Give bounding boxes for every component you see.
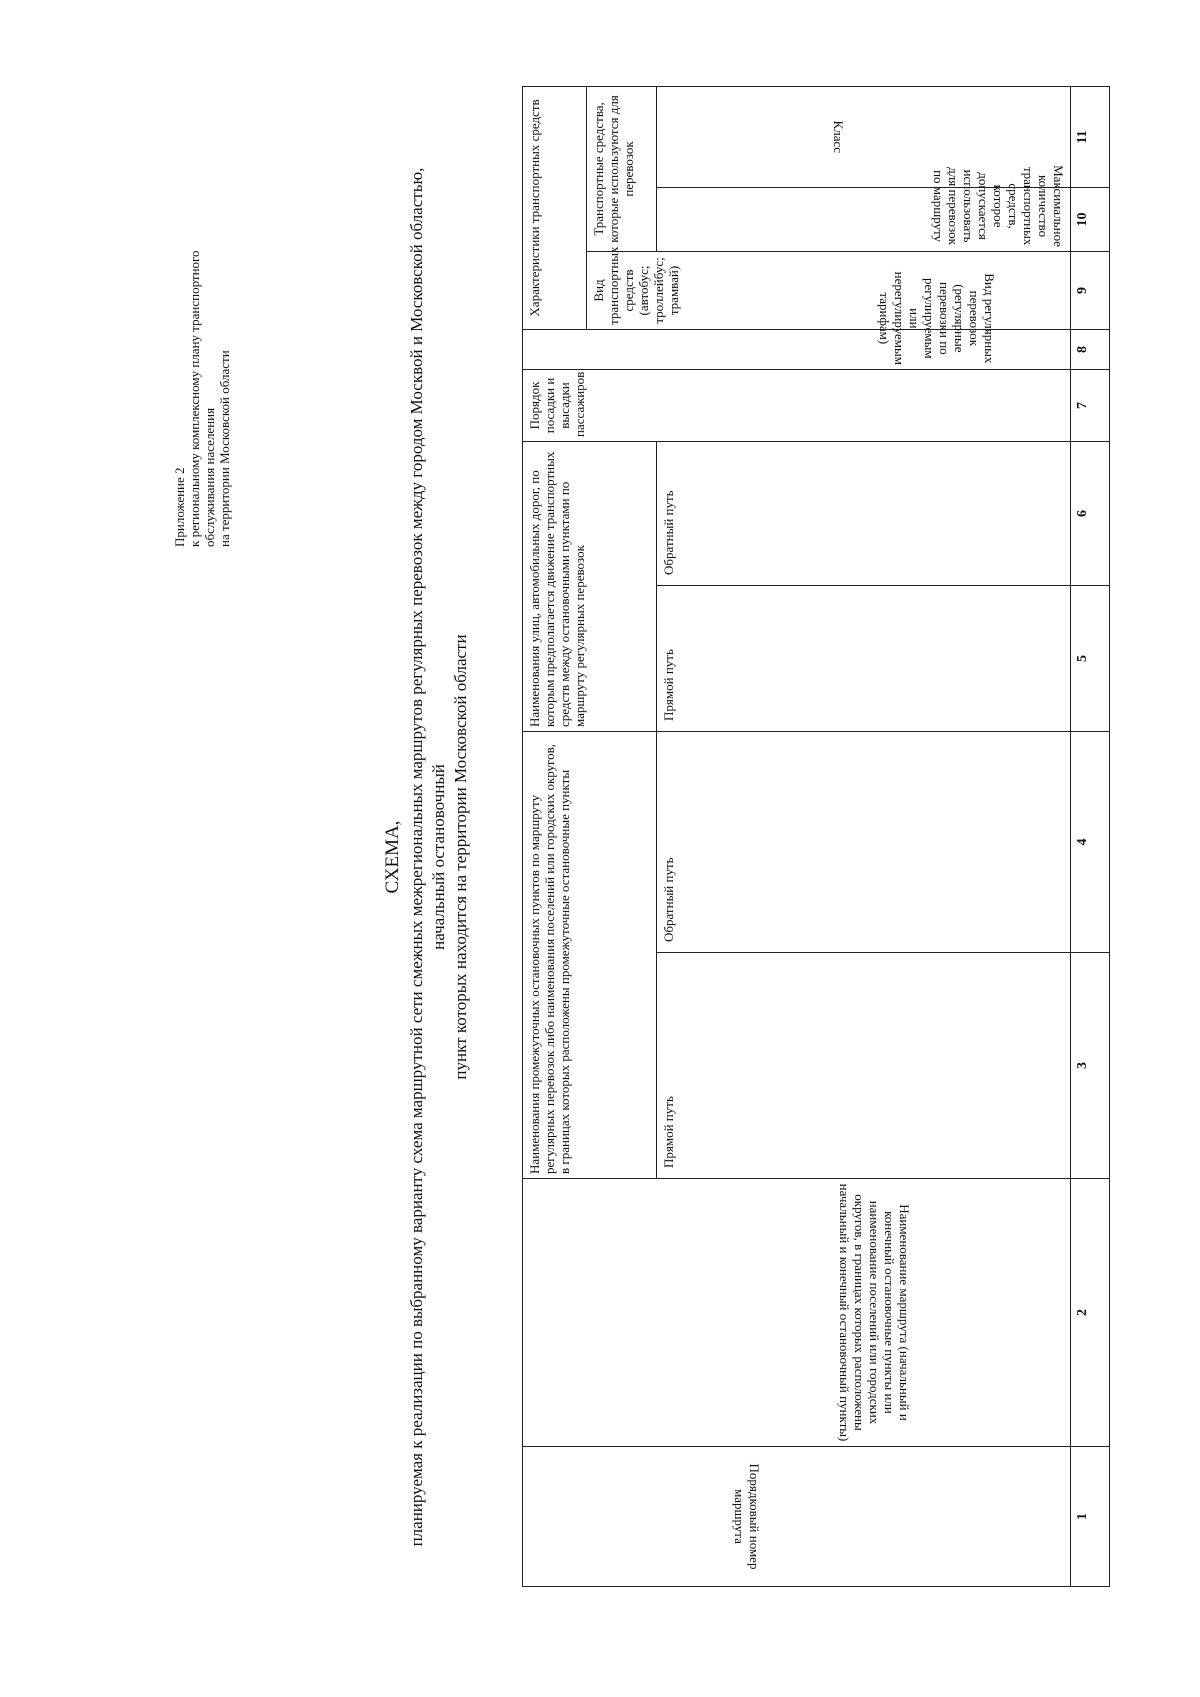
header-route-number (523, 1447, 1071, 1587)
header-text: Наименования улиц, автомобильных дорог, по которым предполагается движение транспортных средств между остановочными пунктами по маршруту регулярных перевозок (527, 451, 587, 727)
header-boarding-order (523, 369, 1071, 441)
header-text: Прямой путь (661, 649, 676, 721)
header-route-name (523, 1179, 1071, 1447)
title-heading: СХЕМА, (382, 820, 403, 894)
title-line: пункт которых находится на территории Московской области (451, 634, 470, 1080)
header-vehicle-type (587, 246, 1071, 329)
column-number: 4 (1071, 731, 1110, 952)
document-title (382, 157, 472, 1557)
header-text: Класс (831, 120, 846, 154)
column-numbers-row (1071, 86, 1110, 1586)
header-backward-stops (657, 731, 1071, 952)
header-text: Порядок посадки и высадки пассажиров (527, 371, 587, 437)
appendix-line: Приложение 2 (172, 467, 187, 547)
header-streets (523, 441, 657, 731)
column-number: 9 (1071, 251, 1110, 329)
title-line: планируемая к реализации по выбранному варианту схема маршрутной сети смежных межрегиональных маршрутов регулярных перевозок между городом Москвой и Московской областью, начальный остановочный (407, 167, 448, 1547)
header-backward-streets (657, 441, 1071, 585)
appendix-line: обслуживания населения (202, 407, 217, 547)
header-vehicle-characteristics (523, 86, 587, 329)
header-max-vehicles (657, 165, 1071, 251)
route-schema-table (522, 86, 1110, 1587)
header-text: Вид транспортных средств (автобус; троллейбус; трамвай) (591, 246, 681, 325)
header-intermediate-stops (523, 731, 657, 1178)
header-vehicles-used (587, 86, 657, 251)
appendix-line: на территории Московской области (217, 350, 232, 547)
column-number: 8 (1071, 329, 1110, 369)
header-text: Транспортные средства, которые используются для перевозок (591, 95, 636, 243)
header-text: Обратный путь (661, 857, 676, 942)
header-forward-stops (657, 953, 1071, 1179)
header-text: Максимальное количество транспортных средств, которое допускается использовать для перевозок по маршруту (931, 165, 1066, 247)
column-number: 3 (1071, 953, 1110, 1179)
column-number: 11 (1071, 86, 1110, 187)
column-number: 6 (1071, 441, 1110, 585)
appendix-note (172, 167, 232, 547)
column-number: 2 (1071, 1179, 1110, 1447)
column-number: 7 (1071, 369, 1110, 441)
header-forward-streets (657, 585, 1071, 731)
header-text: Порядковый номер маршрута (732, 1463, 762, 1570)
header-text: Наименование маршрута (начальный и конечный остановочные пункты или наименование поселений или городских округов, в границах которых расположены начальный и конечный остановочный пункты) (837, 1183, 912, 1442)
appendix-line: к региональному комплексному плану транспортного (187, 250, 202, 547)
header-text: Вид регулярных перевозок (регулярные перевозки по регулируемым или нерегулируемым тарифам) (877, 271, 997, 365)
column-number: 1 (1071, 1447, 1110, 1587)
column-number: 10 (1071, 187, 1110, 251)
header-text: Обратный путь (661, 490, 676, 575)
header-text: Прямой путь (661, 1096, 676, 1168)
column-number: 5 (1071, 585, 1110, 731)
header-text: Характеристики транспортных средств (527, 99, 542, 317)
header-text: Наименования промежуточных остановочных пунктов по маршруту регулярных перевозок либо наименования поселений или городских округов, в границах которых расположены промежуточные остановочные пункты (527, 743, 572, 1174)
